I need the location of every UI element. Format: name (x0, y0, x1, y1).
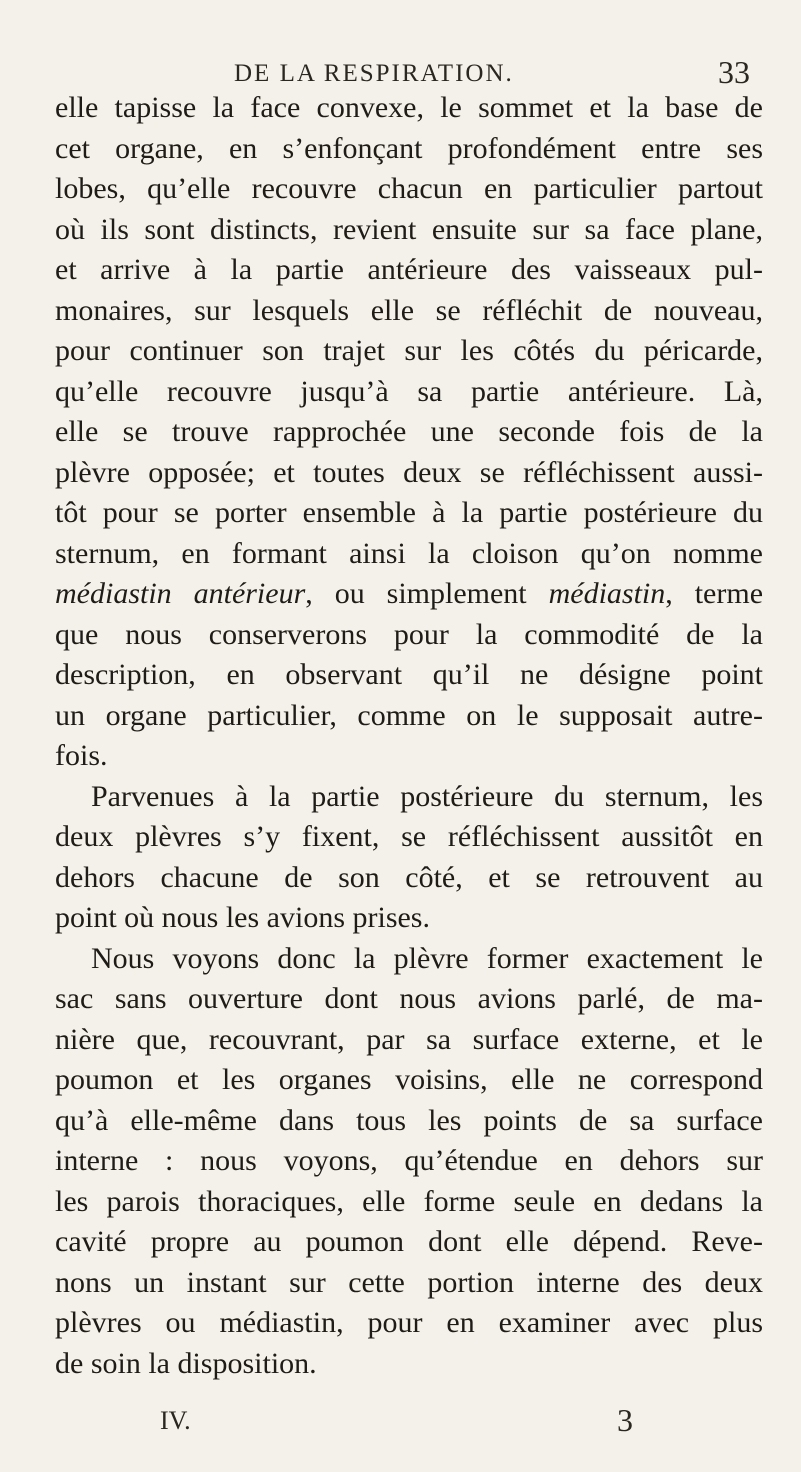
italic-term: médiastin antérieur (55, 577, 306, 610)
text-line: sternum, en formant ainsi la cloison qu’on nomme (55, 536, 763, 570)
text-line: nons un instant sur cette portion interne des deux (55, 1265, 763, 1299)
text-line: interne : nous voyons, qu’étendue en dehors sur (55, 1144, 763, 1177)
text-segment: , ou simplement (305, 577, 549, 610)
text-line: plèvre opposée; et toutes deux se réfléchissent aussi- (55, 455, 763, 489)
page-footer (0, 1402, 801, 1442)
text-line (55, 574, 763, 615)
body-text (55, 88, 763, 1384)
page-header (0, 52, 801, 92)
text-line: pour continuer son trajet sur les côtés du péricarde, (55, 334, 763, 367)
text-line: qu’à elle-même dans tous les points de sa surface (55, 1103, 763, 1137)
text-line: et arrive à la partie antérieure des vaisseaux pul- (55, 253, 763, 286)
text-line: description, en observant qu’il ne désigne point (55, 658, 763, 691)
text-line: cavité propre au poumon dont elle dépend. Reve- (55, 1225, 763, 1258)
text-line: elle se trouve rapprochée une seconde fois de la (55, 415, 763, 448)
italic-term: médiastin (548, 577, 666, 610)
text-line: où ils sont distincts, revient ensuite sur sa face plane, (55, 212, 763, 246)
text-line: poumon et les organes voisins, elle ne correspond (55, 1063, 763, 1096)
text-line: sac sans ouverture dont nous avions parlé, de ma- (55, 982, 763, 1015)
text-line: tôt pour se porter ensemble à la partie postérieure du (55, 496, 763, 529)
running-head: DE LA RESPIRATION. (234, 60, 514, 87)
text-line: un organe particulier, comme on le supposait autre- (55, 698, 763, 732)
page-number: 33 (718, 54, 750, 90)
text-segment: , terme (665, 577, 763, 610)
signature-mark: IV. (160, 1406, 191, 1435)
text-line: dehors chacune de son côté, et se retrouvent au (55, 860, 763, 894)
text-line: fois. (55, 739, 108, 772)
text-line: Parvenues à la partie postérieure du sternum, les (91, 779, 763, 813)
text-line: qu’elle recouvre jusqu’à sa partie antérieure. Là, (55, 374, 763, 408)
text-line: que nous conserverons pour la commodité de la (55, 617, 763, 651)
text-line: de soin la disposition. (55, 1346, 317, 1380)
text-line: point où nous les avions prises. (55, 901, 430, 934)
text-line: cet organe, en s’enfonçant profondément entre ses (55, 131, 763, 165)
text-line: monaires, sur lesquels elle se réfléchit de nouveau, (55, 293, 763, 327)
text-line: plèvres ou médiastin, pour en examiner avec plus (55, 1306, 763, 1339)
text-line: les parois thoraciques, elle forme seule en dedans la (55, 1184, 763, 1218)
text-line: nière que, recouvrant, par sa surface externe, et le (55, 1022, 763, 1056)
gathering-number: 3 (617, 1402, 633, 1438)
text-line: lobes, qu’elle recouvre chacun en particulier partout (55, 172, 763, 205)
text-line: deux plèvres s’y fixent, se réfléchissent aussitôt en (55, 820, 763, 853)
text-line: Nous voyons donc la plèvre former exactement le (91, 941, 763, 975)
text-line: elle tapisse la face convexe, le sommet et la base de (55, 91, 763, 124)
